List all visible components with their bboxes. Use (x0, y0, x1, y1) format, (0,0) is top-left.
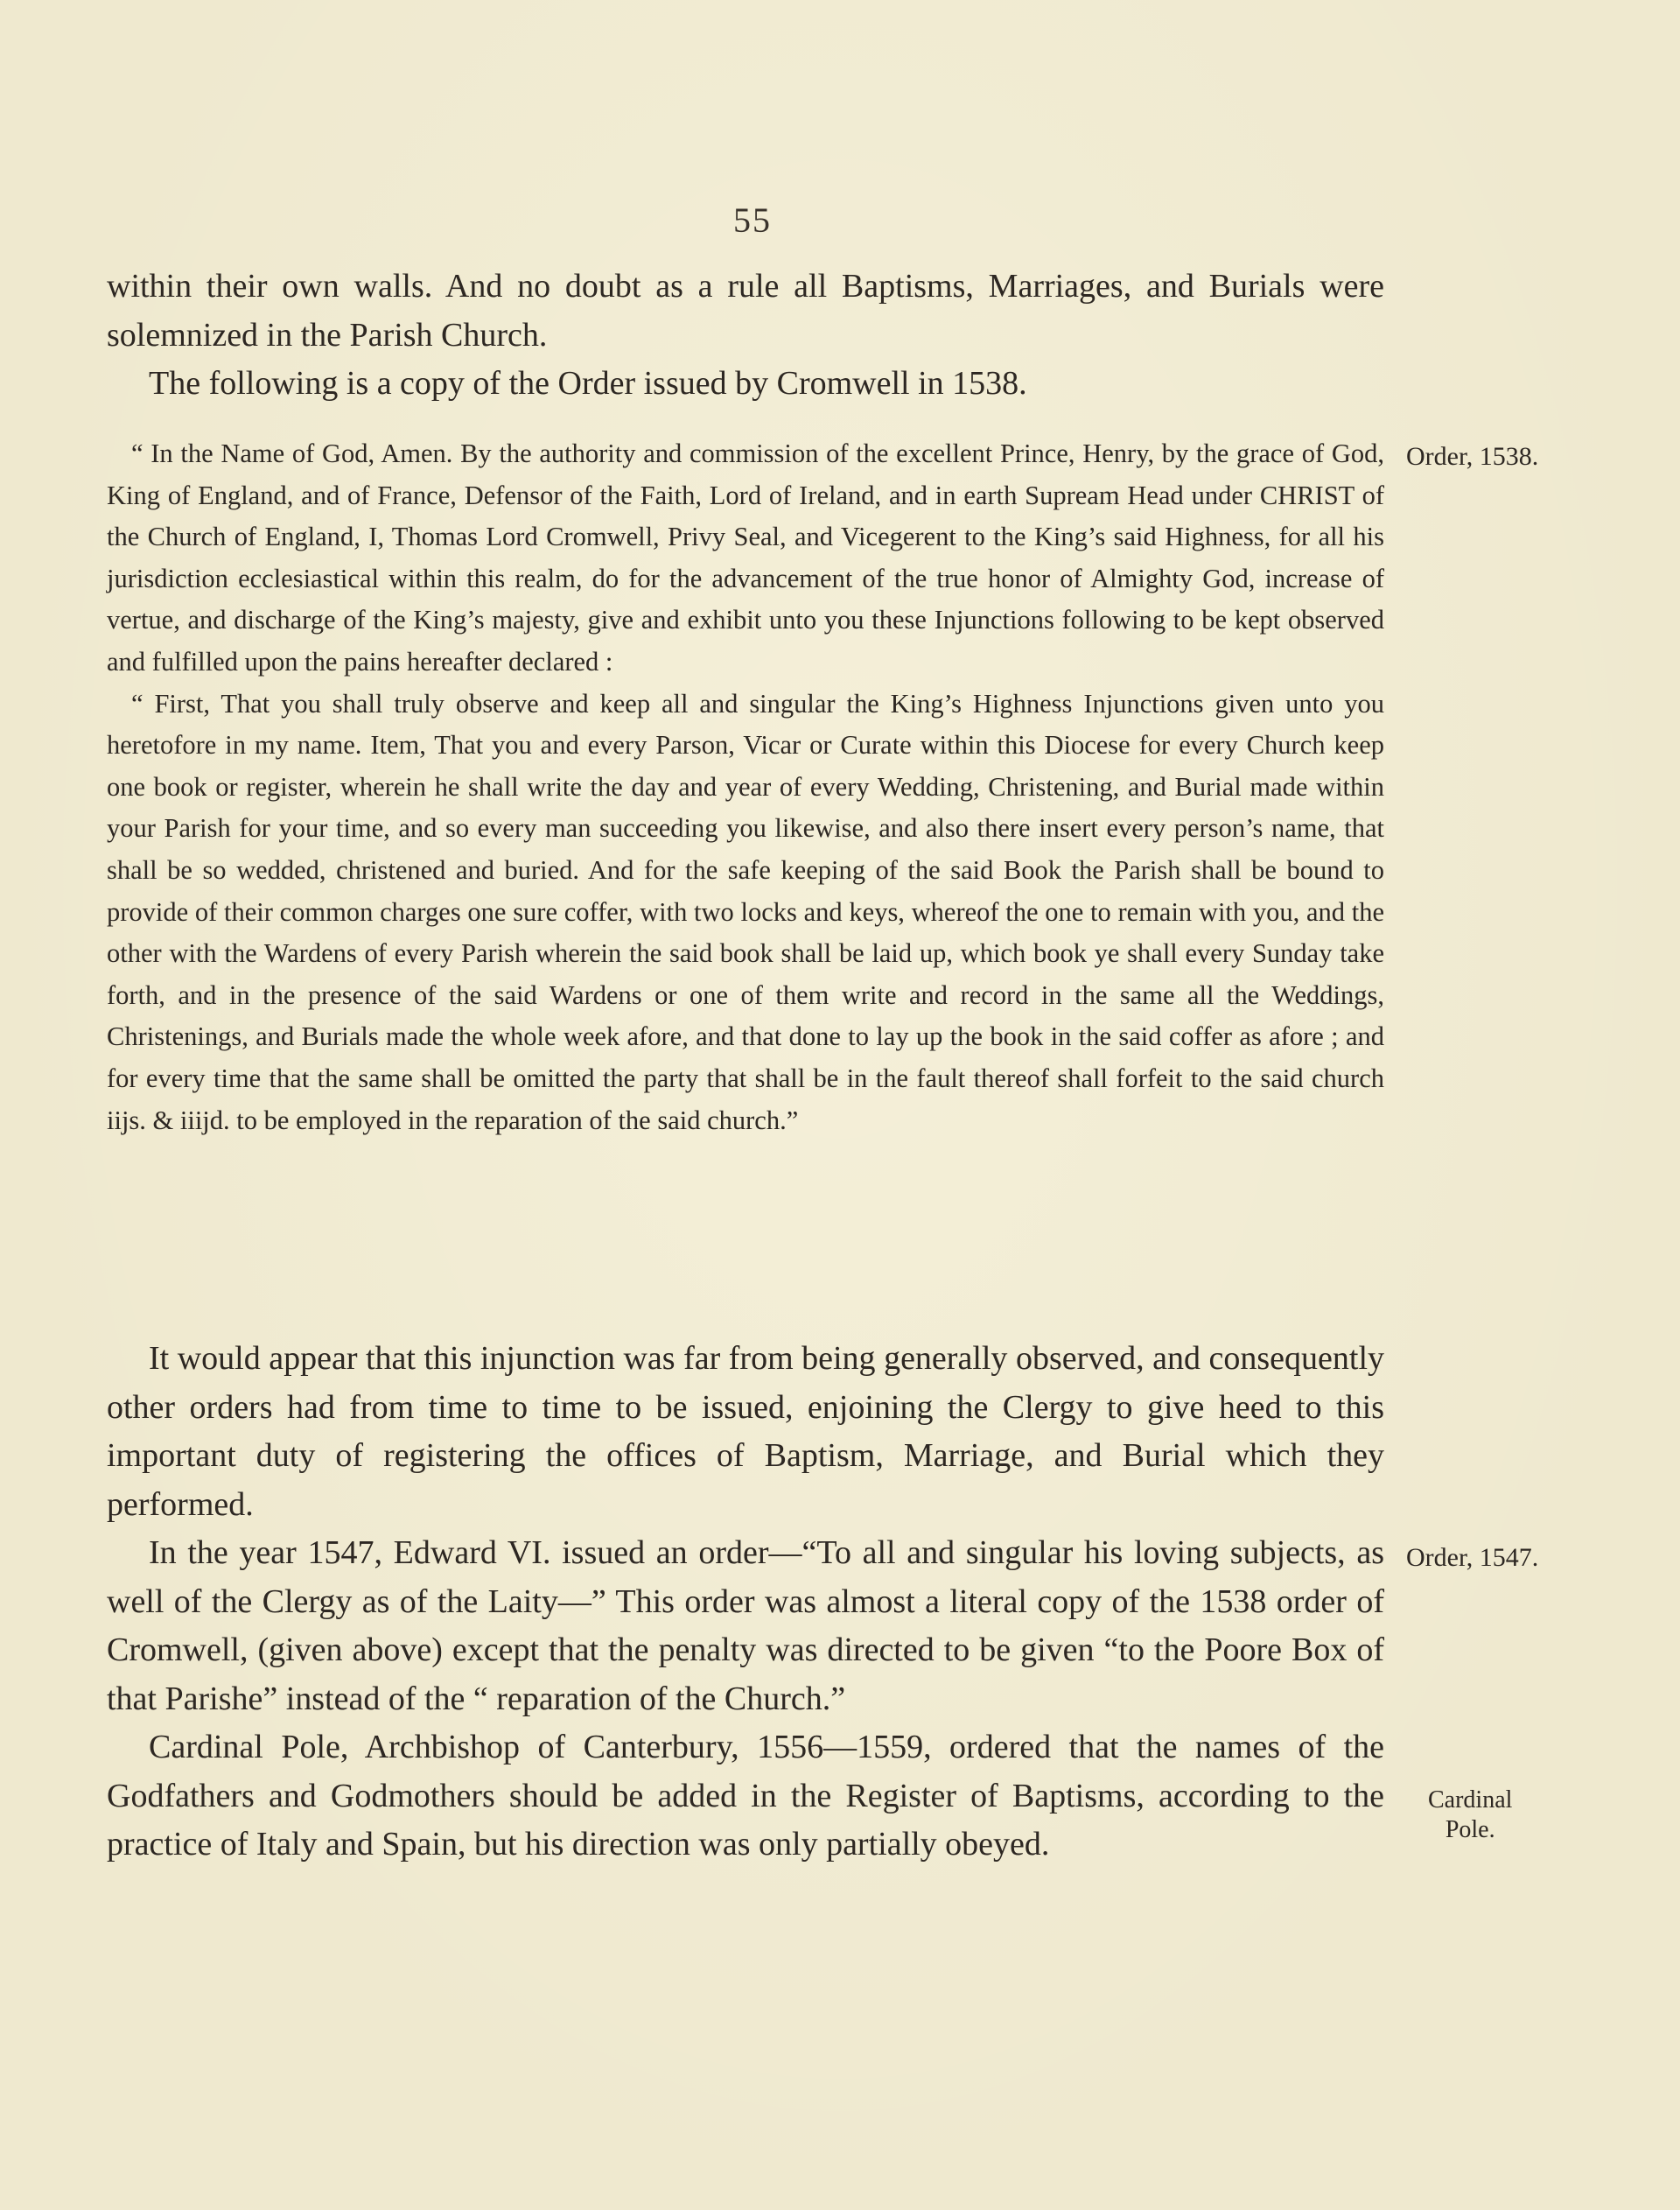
quotation-paragraph-preamble: “ In the Name of God, Amen. By the authority and commission of the excellent Prince, Henry, by the grace of God, King of England, and of France, Defensor of the Faith, Lord of Ireland, and in earth Supream Head under CHRIST of the Church of England, I, Thomas Lord Cromwell, Privy Seal, and Vicegerent to the King’s said Highness, for all his jurisdiction ecclesiastical within this realm, do for the advancement of the true honor of Almighty God, increase of vertue, and discharge of the King’s majesty, give and exhibit unto you these Injunctions following to be kept observed and fulfilled upon the pains hereafter declared : (107, 438, 1384, 677)
margin-note-cardinal-line1: Cardinal (1428, 1786, 1513, 1814)
cromwell-order-quotation (107, 433, 1384, 1141)
margin-note-order-1538: Order, 1538. (1406, 442, 1539, 471)
intro-paragraph-continued: within their own walls. And no doubt as a rule all Baptisms, Marriages, and Burials were solemnized in the Parish Church. (107, 268, 1384, 354)
margin-note-cardinal-line2: Pole. (1445, 1816, 1495, 1843)
intro-section (107, 263, 1384, 409)
margin-note-order-1547: Order, 1547. (1406, 1543, 1539, 1572)
commentary-section (107, 1335, 1384, 1870)
quotation-paragraph-injunctions: “ First, That you shall truly observe and keep all and singular the King’s Highness Injunctions given unto you heretofore in my name. Item, That you and every Parson, Vicar or Curate within this Diocese for every Church keep one book or register, wherein he shall write the day and year of every Wedding, Christening, and Burial made within your Parish for your time, and so every man succeeding you likewise, and also there insert every person’s name, that shall be so wedded, christened and buried. And for the safe keeping of the said Book the Parish shall be bound to provide of their common charges one sure coffer, with two locks and keys, whereof the one to remain with you, and the other with the Wardens of every Parish wherein the said book shall be laid up, which book ye shall every Sunday take forth, and in the presence of the said Wardens or one of them write and record in the same all the Weddings, Christenings, and Burials made the whole week afore, and that done to lay up the book in the said coffer as afore ; and for every time that the same shall be omitted the party that shall be in the fault thereof shall forfeit to the said church iijs. & iiijd. to be employed in the reparation of the said church.” (107, 688, 1384, 1135)
intro-paragraph-order-reference: The following is a copy of the Order issued by Cromwell in 1538. (149, 365, 1027, 402)
paragraph-edward-vi-order: In the year 1547, Edward VI. issued an order—“To all and singular his loving subjects, as well of the Clergy as of the Laity—” This order was almost a literal copy of the 1538 order of Cromwell, (given above) except that the penalty was directed to be given “to the Poore Box of that Parishe” instead of the “ reparation of the Church.” (107, 1534, 1384, 1717)
page-number: 55 (733, 200, 772, 240)
paragraph-cardinal-pole: Cardinal Pole, Archbishop of Canterbury, 1556—1559, ordered that the names of the Godfathers and Godmothers should be added in the Register of Baptisms, according to the practice of Italy and Spain, but his direction was only partially obeyed. (107, 1729, 1384, 1863)
paragraph-injunction-observance: It would appear that this injunction was far from being generally observed, and consequently other orders had from time to time to be issued, enjoining the Clergy to give heed to this important duty of registering the offices of Baptism, Marriage, and Burial which they performed. (107, 1340, 1384, 1523)
margin-note-cardinal-pole (1428, 1786, 1512, 1845)
